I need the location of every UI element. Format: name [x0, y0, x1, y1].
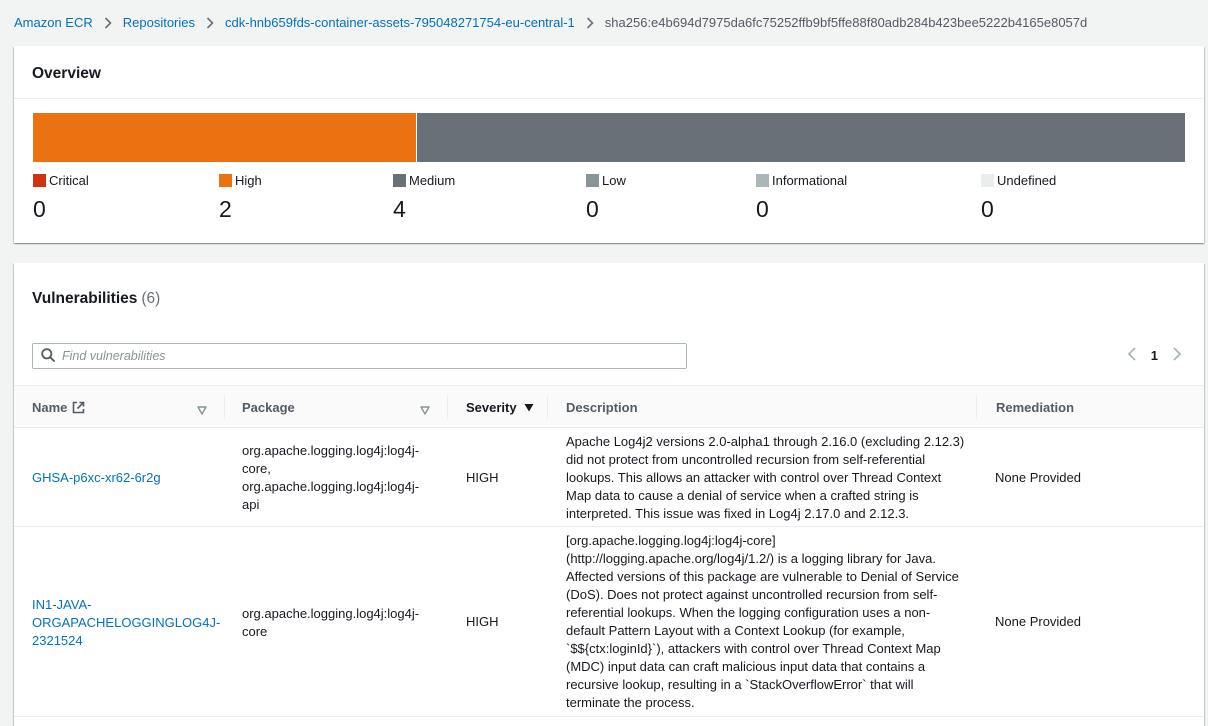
breadcrumb-amazon-ecr[interactable]: Amazon ECR: [14, 14, 93, 30]
column-header-label: Remediation: [996, 400, 1075, 415]
search-box[interactable]: [32, 343, 687, 369]
severity-cell: HIGH: [466, 614, 499, 629]
undefined-swatch: [981, 174, 994, 187]
vulnerabilities-title-text: Vulnerabilities: [32, 290, 138, 307]
severity-bar-medium-segment[interactable]: [417, 113, 1185, 162]
legend-critical: [33, 173, 89, 222]
legend-high: [219, 173, 262, 222]
column-divider[interactable]: [976, 396, 977, 419]
table-row: [14, 527, 1204, 717]
legend-label: Low: [602, 172, 626, 188]
high-swatch: [219, 174, 232, 187]
column-header-severity[interactable]: [466, 386, 534, 429]
next-page-icon[interactable]: [1172, 347, 1182, 364]
vulnerabilities-table: [14, 385, 1204, 726]
legend-label: Medium: [409, 172, 456, 188]
column-header-label: Severity: [466, 400, 517, 415]
remediation-cell: None Provided: [995, 470, 1081, 485]
informational-count: 0: [756, 196, 769, 222]
column-divider[interactable]: [224, 396, 225, 419]
legend-undefined: [981, 173, 1056, 222]
package-cell: org.apache.logging.log4j:log4j-core: [242, 606, 420, 639]
high-count: 2: [219, 196, 232, 222]
description-cell: Apache Log4j2 versions 2.0-alpha1 through 2.16.0 (excluding 2.12.3) did not protect from uncontrolled recursion from self-referential lookups. This allows an attacker with control over Thread Context Map data to cause a denial of service when a crafted string is interpreted. This issue was fixed in Log4j 2.17.0 and 2.12.3.: [566, 434, 965, 521]
description-cell: [org.apache.logging.log4j:log4j-core](http://logging.apache.org/log4j/1.2/) is a logging library for Java. Affected versions of this package are vulnerable to Denial of Service (DoS). Does not protect against uncontrolled recursion from self-referential lookups. When the logging configuration uses a non-default Pattern Layout with a Context Lookup (for example, `$${ctx:loginId}`), attackers with control over Thread Context Map (MDC) input data can craft malicious input data that contains a recursive lookup, resulting in a `StackOverflowError` that will terminate the process.: [566, 533, 959, 710]
chevron-right-icon: [195, 15, 225, 30]
column-header-label: Name: [32, 400, 68, 415]
page-number[interactable]: 1: [1150, 348, 1158, 363]
legend-label: Critical: [49, 172, 89, 188]
legend-low: [586, 173, 626, 222]
chevron-right-icon: [93, 15, 123, 30]
legend-medium: [393, 173, 455, 222]
search-input[interactable]: [62, 349, 662, 363]
package-cell: org.apache.logging.log4j:log4j-core, org.apache.logging.log4j:log4j-api: [242, 443, 420, 512]
column-divider[interactable]: [547, 396, 548, 419]
low-swatch: [586, 174, 599, 187]
column-header-name[interactable]: [32, 386, 85, 429]
low-count: 0: [586, 196, 599, 222]
table-row: [14, 428, 1204, 527]
vulnerability-name-cell: [32, 469, 222, 487]
overview-title: Overview: [32, 65, 101, 82]
breadcrumb-repository[interactable]: cdk-hnb659fds-container-assets-795048271754-eu-central-1: [225, 14, 575, 30]
severity-bar-high-segment[interactable]: [33, 113, 417, 162]
previous-page-icon[interactable]: [1127, 347, 1137, 364]
severity-bar: [33, 113, 1185, 162]
external-link-icon: [72, 401, 85, 414]
sort-caret-icon[interactable]: [420, 403, 430, 418]
chevron-right-icon: [575, 15, 605, 30]
sort-descending-icon: [524, 403, 534, 412]
table-row: [14, 717, 1204, 726]
column-header-label: Description: [566, 400, 638, 415]
legend-label: Undefined: [997, 172, 1057, 188]
critical-count: 0: [33, 196, 46, 222]
column-divider[interactable]: [447, 396, 448, 419]
vulnerabilities-title: [32, 290, 1186, 308]
breadcrumb-repositories[interactable]: Repositories: [122, 14, 196, 30]
legend-informational: [756, 173, 847, 222]
breadcrumb: [14, 14, 1087, 30]
breadcrumb-image-digest: sha256:e4b694d7975da6fc75252ffb9bf5ffe88f80adb284b423bee5222b4165e8057d: [604, 14, 1088, 30]
critical-swatch: [33, 174, 46, 187]
vulnerabilities-count: (6): [141, 290, 161, 307]
legend-label: Informational: [772, 172, 848, 188]
legend-label: High: [235, 172, 262, 188]
column-header-description[interactable]: [566, 386, 638, 429]
medium-count: 4: [393, 196, 406, 222]
column-header-label: Package: [242, 400, 295, 415]
remediation-cell: None Provided: [995, 614, 1081, 629]
medium-swatch: [393, 174, 406, 187]
overview-panel: [14, 46, 1204, 243]
overview-header: [14, 46, 1204, 99]
vulnerabilities-header: [14, 263, 1204, 333]
vulnerability-name-link[interactable]: GHSA-p6xc-xr62-6r2g: [32, 470, 161, 485]
pagination: [1127, 347, 1182, 364]
severity-cell: HIGH: [466, 470, 499, 485]
sort-caret-icon[interactable]: [197, 403, 207, 418]
column-header-remediation[interactable]: [996, 386, 1074, 429]
informational-swatch: [756, 174, 769, 187]
vulnerability-name-link[interactable]: IN1-JAVA-ORGAPACHELOGGINGLOG4J-2321524: [32, 597, 221, 648]
vulnerabilities-panel: [14, 263, 1204, 726]
undefined-count: 0: [981, 196, 994, 222]
search-icon: [41, 348, 55, 365]
table-header: [14, 385, 1204, 428]
vulnerability-name-cell: [32, 596, 222, 650]
column-header-package[interactable]: [242, 386, 295, 429]
